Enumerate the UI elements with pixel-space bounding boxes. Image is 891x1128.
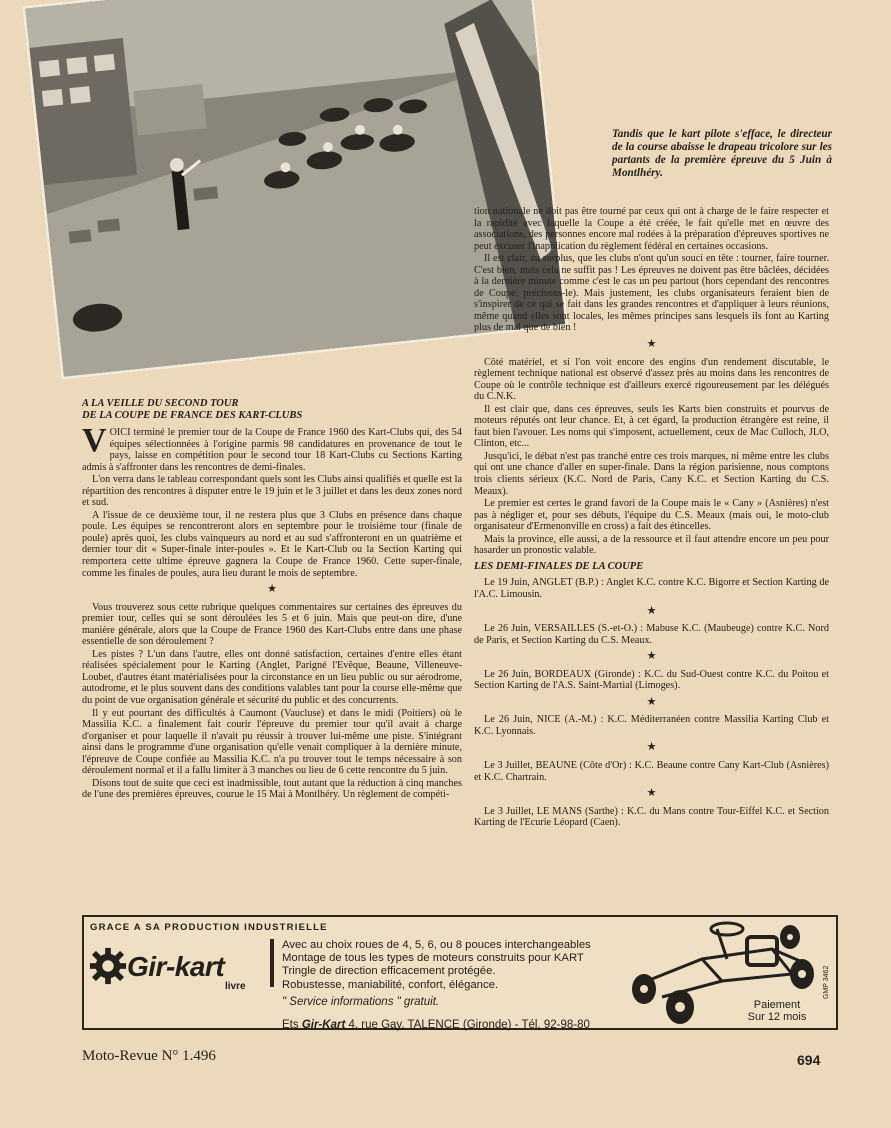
semi-final-match: Le 26 Juin, NICE (A.-M.) : K.C. Méditerranéen contre Massilia Karting Club et K.C. Lyonnais. bbox=[474, 714, 829, 737]
semi-finals-heading: LES DEMI-FINALES DE LA COUPE bbox=[474, 560, 644, 572]
paragraph: L'on verra dans le tableau correspondant quels sont les Clubs ainsi qualifiés et quelle est la répartition des rencontres à disputer entre le 19 juin et le 3 juillet et dans les deux zones nord et sud. bbox=[82, 474, 462, 509]
brand-name: Gir-kart bbox=[127, 951, 225, 982]
paragraph: Disons tout de suite que ceci est inadmissible, tout autant que la réduction à cinq manches de l'une des premières épreuves, courue le 15 Mai à Montlhéry. Un règlement de compéti- bbox=[82, 777, 462, 801]
article-heading-line-2: DE LA COUPE DE FRANCE DES KART-CLUBS bbox=[82, 409, 303, 421]
address-brand: Gir-Kart bbox=[301, 1019, 346, 1031]
paragraph: Les pistes ? L'un dans l'autre, elles ont donné satisfaction, certaines d'entre elles étant réalisées spécialement pour le Karting (Anglet, Parigné l'Evêque, Beaune, Villeneuve-Loubet, d'autres étant matérialisées pour la circonstance en un lieu public ou sur aérodrome, autodrome, et le plus souvent dans des conditions valables tant pour la course elle-même que du point de vue organisation générale et sécurité du public et des concurrents. bbox=[82, 648, 462, 707]
ad-feature-line: Tringle de direction efficacement protégée. bbox=[282, 965, 496, 978]
paragraph: Le premier est certes le grand favori de la Coupe mais le « Cany » (Asnières) n'est pas à négliger et, pour ses débuts, l'équipe du C.S. Meaux (mais oui, le moto-club organisateur d'Ermenonville en cross) a fait des étincelles. bbox=[474, 498, 829, 533]
star-separator: ★ bbox=[646, 695, 657, 708]
star-separator: ★ bbox=[646, 338, 657, 351]
semi-final-match: Le 3 Juillet, BEAUNE (Côte d'Or) : K.C. Beaune contre Cany Kart-Club (Asnières) et K.C. Chartrain. bbox=[474, 759, 829, 783]
gir-kart-logo bbox=[89, 941, 264, 1007]
semi-final-match: Le 19 Juin, ANGLET (B.P.) : Anglet K.C. contre K.C. Bigorre et Section Karting de l'A.C. Limousin. bbox=[474, 577, 829, 600]
semi-final-match: Le 26 Juin, VERSAILLES (S.-et-O.) : Mabuse K.C. (Maubeuge) contre K.C. Nord de Paris, et Section Karting du C.S. Meaux. bbox=[474, 623, 829, 646]
ad-code: GMP 3462 bbox=[823, 965, 830, 999]
ad-feature-line: Robustesse, maniabilité, confort, élégance. bbox=[282, 978, 499, 991]
payment-line: Sur 12 mois bbox=[747, 1011, 807, 1023]
star-separator: ★ bbox=[646, 650, 657, 663]
semi-final-match: Le 26 Juin, BORDEAUX (Gironde) : K.C. du Sud-Ouest contre K.C. du Poitou et Section Karting de l'A.S. Saint-Martial (Limoges). bbox=[474, 668, 829, 692]
address-prefix: Ets bbox=[282, 1019, 299, 1031]
paragraph bbox=[82, 422, 462, 473]
ad-tagline: GRACE A SA PRODUCTION INDUSTRIELLE bbox=[90, 922, 328, 933]
paragraph: Jusqu'ici, le débat n'est pas tranché entre ces trois marques, ni même entre les clubs qui ont une chance d'aller en super-finale. Dans la région parisienne, nous comptons trois clients sérieux (K.C. Nord de Paris, Cany K.C. et Section Karting du C.S. Meaux). bbox=[474, 450, 829, 497]
star-separator: ★ bbox=[646, 787, 657, 800]
drop-cap: V bbox=[82, 422, 107, 459]
gear-icon bbox=[89, 947, 127, 985]
article-heading-line-1: A LA VEILLE DU SECOND TOUR bbox=[82, 398, 239, 409]
paragraph: A l'issue de ce deuxième tour, il ne restera plus que 3 Clubs en présence dans chaque poule. Les équipes se rencontreront alors en septembre pour le troisième tour (finale de poule) après quoi, les clubs vainqueurs au nord et au sud s'affronteront en un quatrième et dernier tour dit « Super-finale inter-poules ». Et le Kart-Club ou la Section Karting qui remportera cette ultime épreuve gagnera la Coupe de France 1960. Cette super-finale, comme les finales de poules, aura lieu durant le mois de septembre. bbox=[82, 509, 462, 579]
ad-features bbox=[282, 939, 662, 992]
ad-divider bbox=[270, 939, 274, 987]
gir-kart-advertisement bbox=[82, 915, 838, 1030]
ad-feature-line: Montage de tous les types de moteurs construits pour KART bbox=[282, 952, 584, 965]
star-separator: ★ bbox=[267, 583, 277, 596]
article-heading bbox=[82, 398, 462, 421]
brand-subtitle: livre bbox=[225, 981, 246, 992]
page-number: 694 bbox=[797, 1052, 821, 1068]
ad-address bbox=[282, 1019, 590, 1031]
ad-feature-line: Avec au choix roues de 4, 5, 6, ou 8 pouces interchangeables bbox=[282, 939, 591, 951]
photo-caption: Tandis que le kart pilote s'efface, le directeur de la course abaisse le drapeau tricolore sur les partants de la première épreuve du 5 Juin à Montlhéry. bbox=[612, 128, 832, 179]
paragraph: Il y eut pourtant des difficultés à Caumont (Vaucluse) et dans le midi (Poitiers) où le Massilia K.C. a finalement fait courir l'épreuve du premier tour qu'il avait à charge d'organiser et pour laquelle il n'avait pu réussir à trouver lui-même une piste. S'intégrant ainsi dans le programme d'une organisation qu'elle venait compliquer à la dernière minute, l'épreuve de Coupe confiée au Massilia K.C. n'a pu trouver tout le temps nécessaire à son déroulement normal et il a fallu limiter à 3 manches ou lieu de 6 cette rencontre du 5 juin. bbox=[82, 707, 462, 777]
payment-terms bbox=[736, 999, 818, 1023]
article-right-column bbox=[474, 206, 829, 896]
star-separator: ★ bbox=[646, 741, 657, 754]
paragraph-text: OICI terminé le premier tour de la Coupe de France 1960 des Kart-Clubs qui, des 54 équipes sélectionnées à l'origine parmis 98 candidatures en provenance de tout le pays, laisse en compétition pour le second tour 18 Kart-Clubs cu Sections Karting admis à s'affronter dans les rencontres de demi-finales. bbox=[82, 427, 462, 473]
paragraph: Côté matériel, et si l'on voit encore des engins d'un rendement discutable, le règlement technique national est observé d'assez près au moins dans les rencontres de Coupe où le contrôle technique est d'ailleurs exercé rigoureusement par les délégués du C.N.K. bbox=[474, 356, 829, 403]
paragraph: tion nationale ne doit pas être tourné par ceux qui ont à charge de le faire respecter et la rapidité avec laquelle la Coupe a été créée, le fait qu'elle met en œuvre des associations, des personnes encore mal rodées à la préparation d'épreuves sportives ne peut excuser l'inapplication du règlement fédéral en certaines occasions. bbox=[474, 206, 829, 252]
payment-line: Paiement bbox=[753, 999, 801, 1011]
semi-final-match: Le 3 Juillet, LE MANS (Sarthe) : K.C. du Mans contre Tour-Eiffel K.C. et Section Karting de l'Ecurie Léopard (Caen). bbox=[474, 805, 829, 829]
paragraph: Vous trouverez sous cette rubrique quelques commentaires sur certaines des épreuves du premier tour, celles qui se sont déroulées les 5 et 6 juin. Mais que peut-on dire, d'une manière générale, alors que la Coupe de France 1960 des Kart-Clubs entre dans une phase essentielle de son déroulement ? bbox=[82, 601, 462, 648]
article-left-column bbox=[82, 398, 462, 893]
ad-service-line: " Service informations " gratuit. bbox=[282, 996, 440, 1008]
paragraph: Il est clair, au surplus, que les clubs n'ont qu'un souci en tête : tourner, faire tourner. C'est bien, mais cela ne suffit pas ! Les épreuves ne doivent pas être bâclées, décidées à la dernière minute comme c'est le cas un peu partout (hors cependant des rencontres de Coupe, précisons-le). Mais justement, les clubs organisateurs feraient bien de s'inspirer de ce qui se fait dans les grandes rencontres et d'appliquer à leurs réunions, même quand elles sont locales, les mêmes principes sans lesquels ils font au Karting plus de mal que de bien ! bbox=[474, 253, 829, 334]
address-text: 4, rue Gay, TALENCE (Gironde) - Tél. 92-98-80 bbox=[348, 1019, 590, 1031]
paragraph: Mais la province, elle aussi, a de la ressource et il faut attendre encore un peu pour hasarder un pronostic valable. bbox=[474, 533, 829, 557]
magazine-issue: Moto-Revue N° 1.496 bbox=[82, 1048, 216, 1064]
star-separator: ★ bbox=[646, 604, 657, 617]
paragraph: Il est clair que, dans ces épreuves, seuls les Karts bien construits et pourvus de moteurs réputés ont leur chance. Et, à cet égard, la production étrangère est reine, il faut bien l'avouer. Les noms qui s'imposent, actuellement, ceux de Mac Culloch, JLO, Clinton, etc... bbox=[474, 403, 829, 450]
